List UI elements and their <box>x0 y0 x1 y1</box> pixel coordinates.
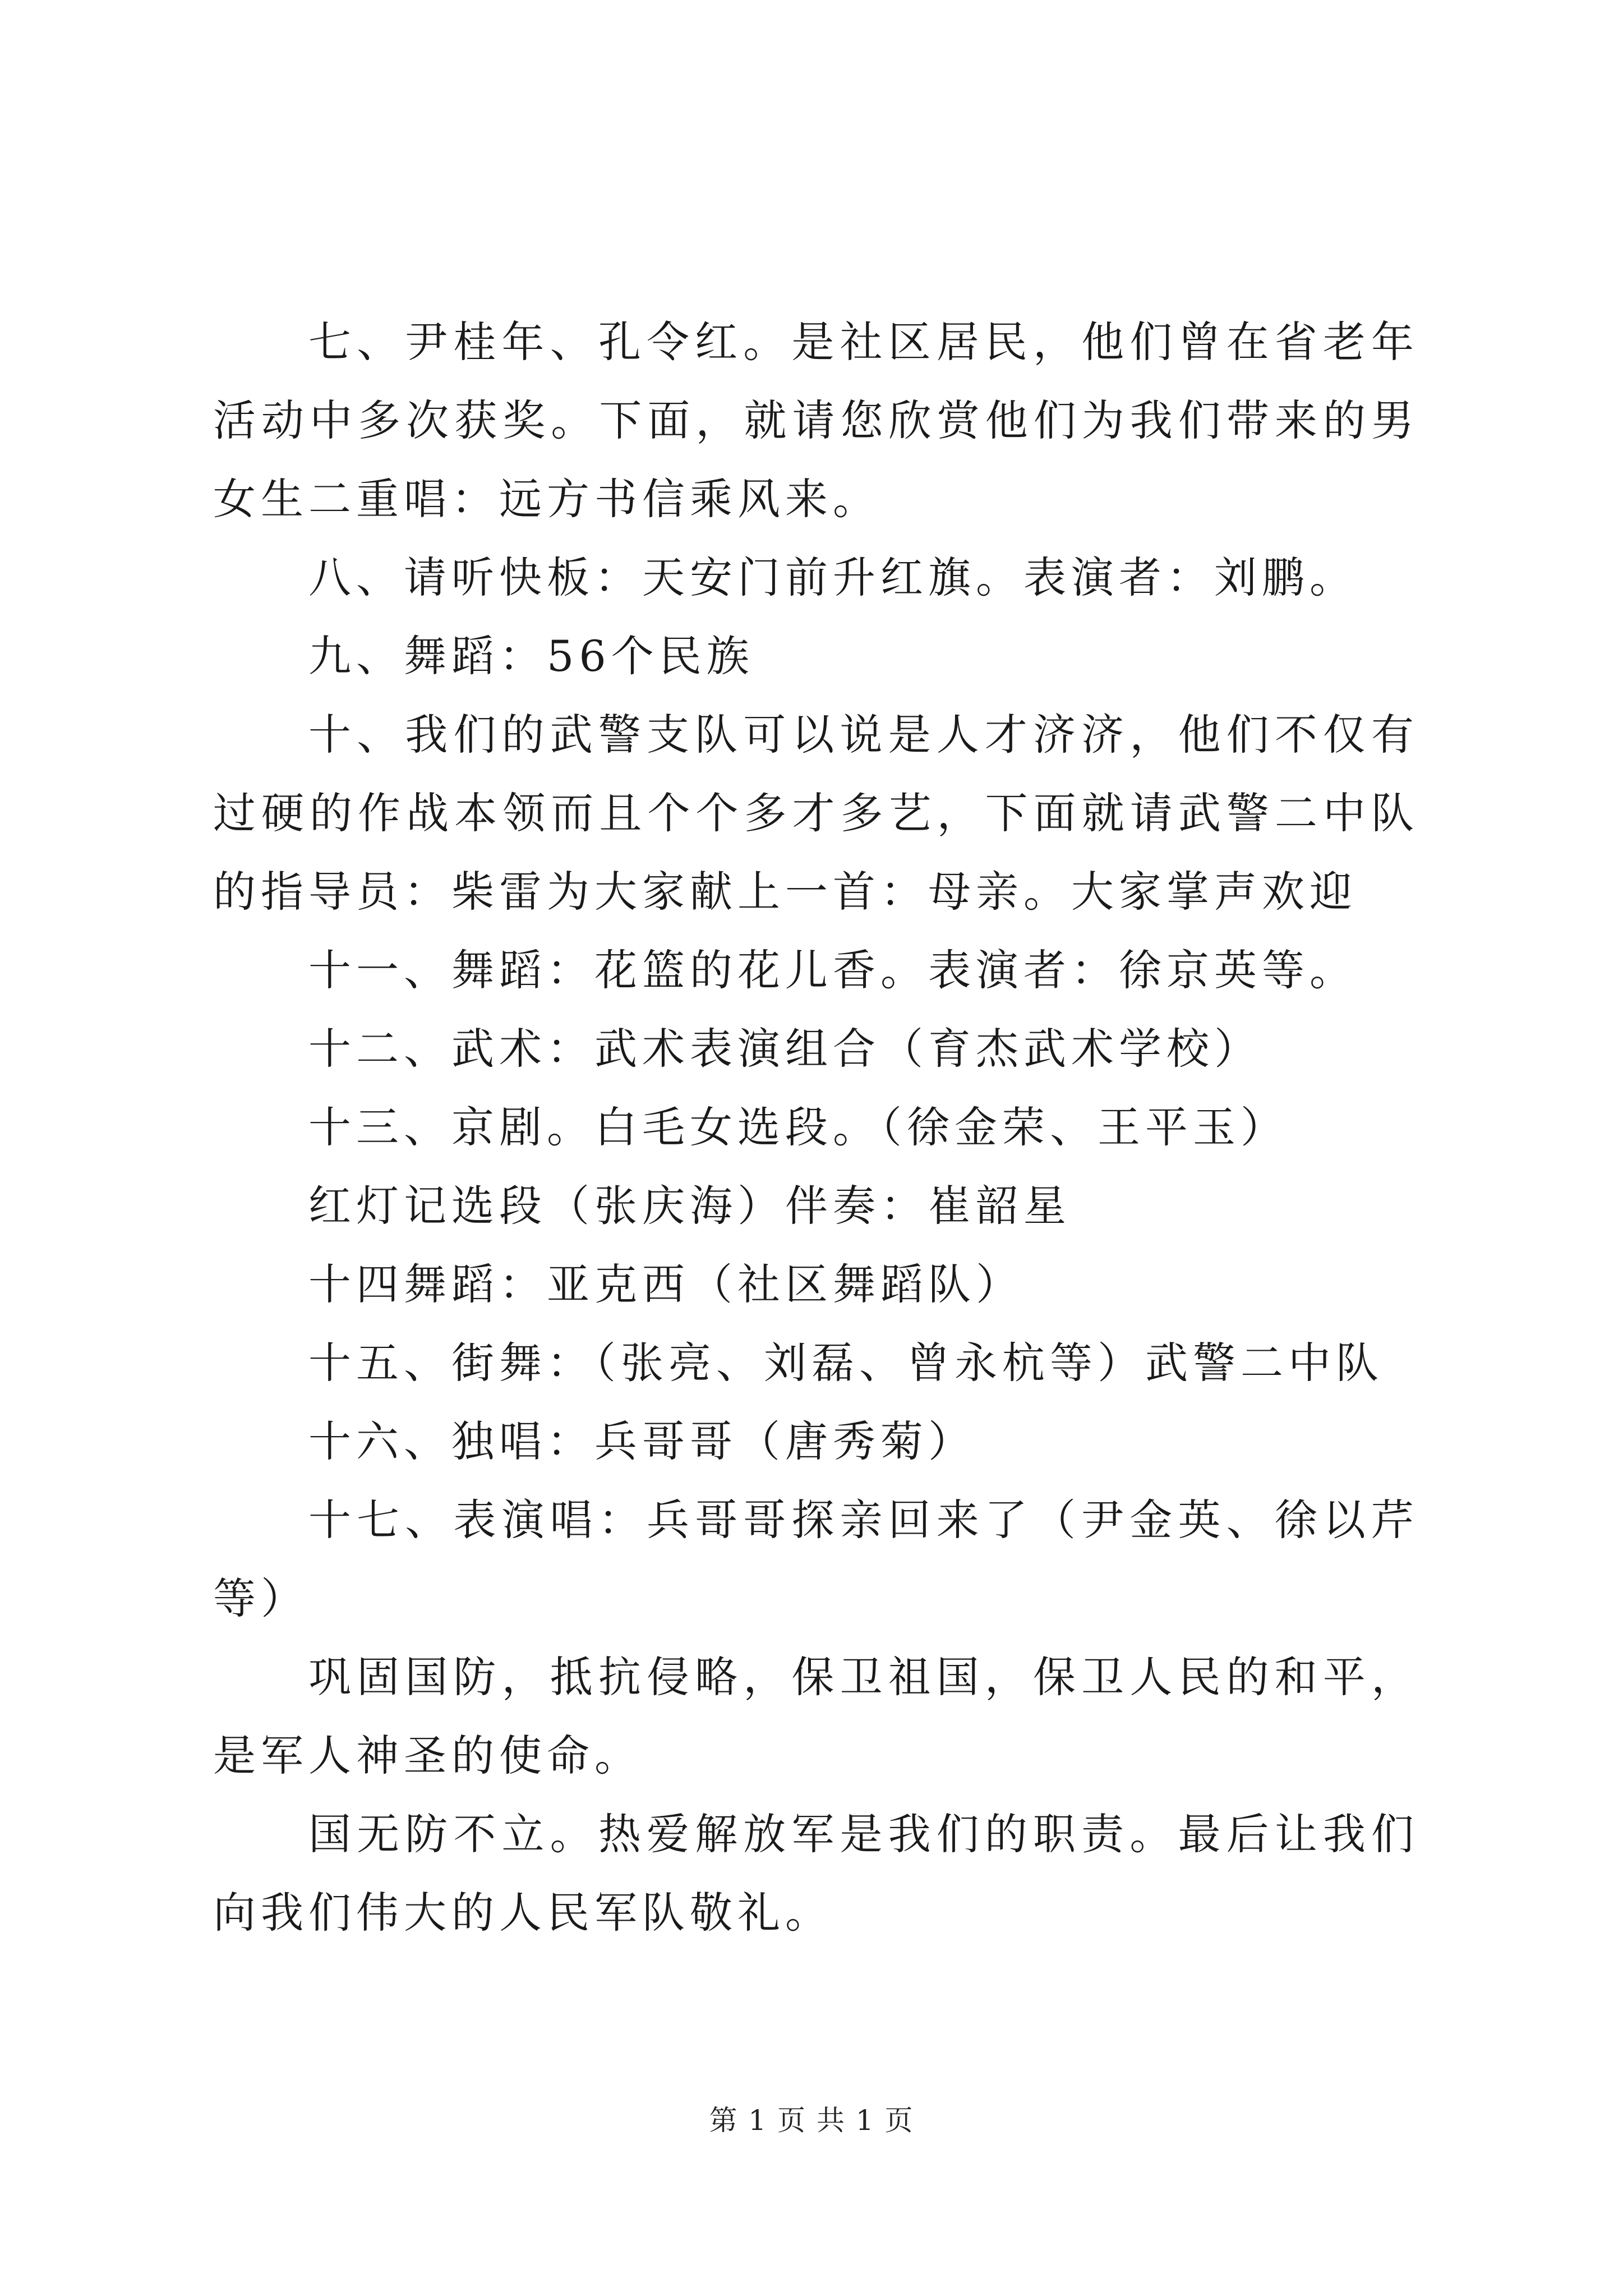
paragraph-item-13-continued: 红灯记选段（张庆海）伴奏：崔韶星 <box>308 1181 1071 1231</box>
paragraph-item-10: 十、我们的武警支队可以说是人才济济，他们不仅有过硬的作战本领而且个个多才多艺，下面就请武警二中队的指导员：柴雷为大家献上一首：母亲。大家掌声欢迎 <box>213 710 1419 917</box>
paragraph-item-14: 十四舞蹈：亚克西（社区舞蹈队） <box>308 1259 1023 1309</box>
paragraph-item-13: 十三、京剧。白毛女选段。（徐金荣、王平玉） <box>308 1102 1288 1152</box>
page-number-footer: 第 1 页 共 1 页 <box>709 2104 914 2137</box>
paragraph-closing-2: 国无防不立。热爱解放军是我们的职责。最后让我们向我们伟大的人民军队敬礼。 <box>213 1809 1419 1938</box>
paragraph-item-7: 七、尹桂年、孔令红。是社区居民，他们曾在省老年活动中多次获奖。下面，就请您欣赏他们为我们带来的男女生二重唱：远方书信乘风来。 <box>213 317 1419 524</box>
paragraph-item-15: 十五、街舞：（张亮、刘磊、曾永杭等）武警二中队 <box>308 1338 1384 1388</box>
paragraph-item-12: 十二、武术：武术表演组合（育杰武术学校） <box>308 1024 1262 1074</box>
paragraph-closing-1: 巩固国防，抵抗侵略，保卫祖国，保卫人民的和平，是军人神圣的使命。 <box>213 1652 1419 1780</box>
paragraph-item-11: 十一、舞蹈：花篮的花儿香。表演者：徐京英等。 <box>308 945 1357 995</box>
paragraph-item-17: 十七、表演唱：兵哥哥探亲回来了（尹金英、徐以芹等） <box>213 1495 1419 1623</box>
document-body <box>213 303 1419 1952</box>
paragraph-item-8: 八、请听快板：天安门前升红旗。表演者：刘鹏。 <box>308 553 1357 602</box>
paragraph-item-16: 十六、独唱：兵哥哥（唐秀菊） <box>308 1416 976 1466</box>
paragraph-item-9: 九、舞蹈：56个民族 <box>308 631 754 681</box>
